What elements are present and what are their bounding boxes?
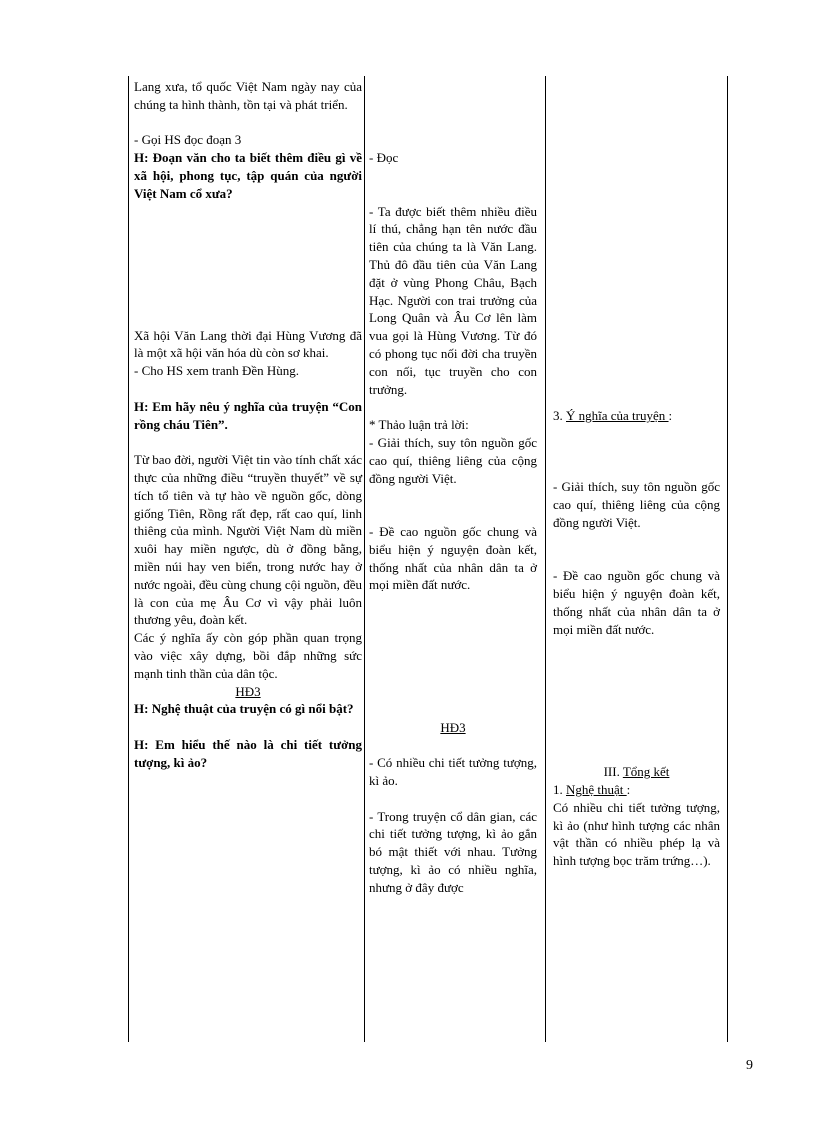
task-read-paragraph: - Gọi HS đọc đoạn 3	[134, 132, 242, 148]
table-border-left	[128, 76, 129, 1042]
answer-meaning-2: - Đề cao nguồn gốc chung và biểu hiện ý nguyện đoàn kết, thống nhất của nhân dân ta ở mọi miền đất nước.	[369, 523, 537, 593]
meaning-paragraph: Từ bao đời, người Việt tin vào tính chất xác thực của những điều “truyền thuyết” về sự tích tổ tiên và tự hào về nguồn gốc, dòng giống Tiên, Rồng rất đẹp, rất cao quí, linh thiêng của mình. Người Việt Nam dù miền xuôi hay miền ngược, dù ở đồng bằng, miền núi hay ven biển, trong nước hay ở nước ngoài, đều cùng chung cội nguồn, đều là con của mẹ Âu Cơ vì vậy phải luôn thương yêu, đoàn kết.	[134, 452, 362, 628]
activity-heading-hd3: HĐ3	[440, 719, 466, 735]
page-number: 9	[746, 1058, 753, 1073]
meaning-heading-text: Ý nghĩa của truyện	[566, 408, 669, 424]
meaning-point-2: - Đề cao nguồn gốc chung và biểu hiện ý nguyện đoàn kết, thống nhất của nhân dân ta ở mọi miền đất nước.	[553, 568, 720, 637]
meaning-section-heading: 3. Ý nghĩa của truyện :	[553, 408, 673, 424]
answer-art: - Có nhiều chi tiết tưởng tượng, kì ảo.	[369, 755, 537, 789]
student-activity-column	[369, 78, 537, 897]
meaning-point-1: - Giải thích, suy tôn nguồn gốc cao quí, thiêng liêng của cộng đồng người Việt.	[553, 479, 720, 531]
question-meaning: H: Em hãy nêu ý nghĩa của truyện “Con rồng cháu Tiên”.	[134, 398, 362, 432]
answer-fantasy: - Trong truyện cổ dân gian, các chi tiết tưởng tượng, kì ảo gắn bó mật thiết với nhau. Tưởng tượng, kì ảo có nhiều nghĩa, nhưng ở đây được	[369, 808, 537, 895]
answer-society: - Ta được biết thêm nhiều điều lí thú, chẳng hạn tên nước đầu tiên của chúng ta là Văn Lang. Thủ đô đầu tiên của Văn Lang đặt ở vùng Phong Châu, Bạch Hạc. Người con trai trưởng của Long Quân và Âu Cơ lên làm vua gọi là Hùng Vương. Từ đó có phong tục nối đời cha truyền con nối, tục truyền cho con trưởng.	[369, 203, 537, 397]
summary-heading-text: Tổng kết	[622, 764, 670, 780]
art-description: Có nhiều chi tiết tưởng tượng, kì ảo (như hình tượng các nhân vật thần có nhiều phép lạ và hình tượng bọc trăm trứng…).	[553, 799, 720, 869]
question-fantasy: H: Em hiểu thế nào là chi tiết tưởng tượng, kì ảo?	[134, 736, 362, 770]
discussion-instruction: * Thảo luận trả lời:	[369, 417, 469, 433]
teacher-activity-column	[134, 78, 362, 772]
art-heading-text: Nghệ thuật	[566, 782, 627, 798]
intro-text: Lang xưa, tổ quốc Việt Nam ngày nay của chúng ta hình thành, tồn tại và phát triển.	[134, 79, 362, 112]
summary-heading: III. Tổng kết	[603, 764, 670, 780]
show-picture-task: - Cho HS xem tranh Đền Hùng.	[134, 363, 300, 379]
table-border-divider-2	[545, 76, 546, 1042]
table-border-right	[727, 76, 728, 1042]
society-text: Xã hội Văn Lang thời đại Hùng Vương đã là một xã hội văn hóa dù còn sơ khai.	[134, 327, 362, 361]
answer-meaning-1: - Giải thích, suy tôn nguồn gốc cao quí, thiêng liêng của cộng đồng người Việt.	[369, 434, 537, 486]
art-subheading: 1. Nghệ thuật :	[553, 782, 631, 798]
question-art: H: Nghệ thuật của truyện có gì nổi bật?	[134, 701, 354, 717]
table-border-divider-1	[364, 76, 365, 1042]
lesson-content-column	[553, 78, 720, 870]
read-response: - Đọc	[369, 150, 399, 166]
question-society: H: Đoạn văn cho ta biết thêm điều gì về xã hội, phong tục, tập quán của người Việt Nam cổ xưa?	[134, 150, 362, 201]
activity-heading-hd3: HĐ3	[235, 683, 261, 699]
meaning-paragraph-2: Các ý nghĩa ấy còn góp phần quan trọng vào việc xây dựng, bồi đắp những sức mạnh tinh thần của dân tộc.	[134, 630, 362, 681]
